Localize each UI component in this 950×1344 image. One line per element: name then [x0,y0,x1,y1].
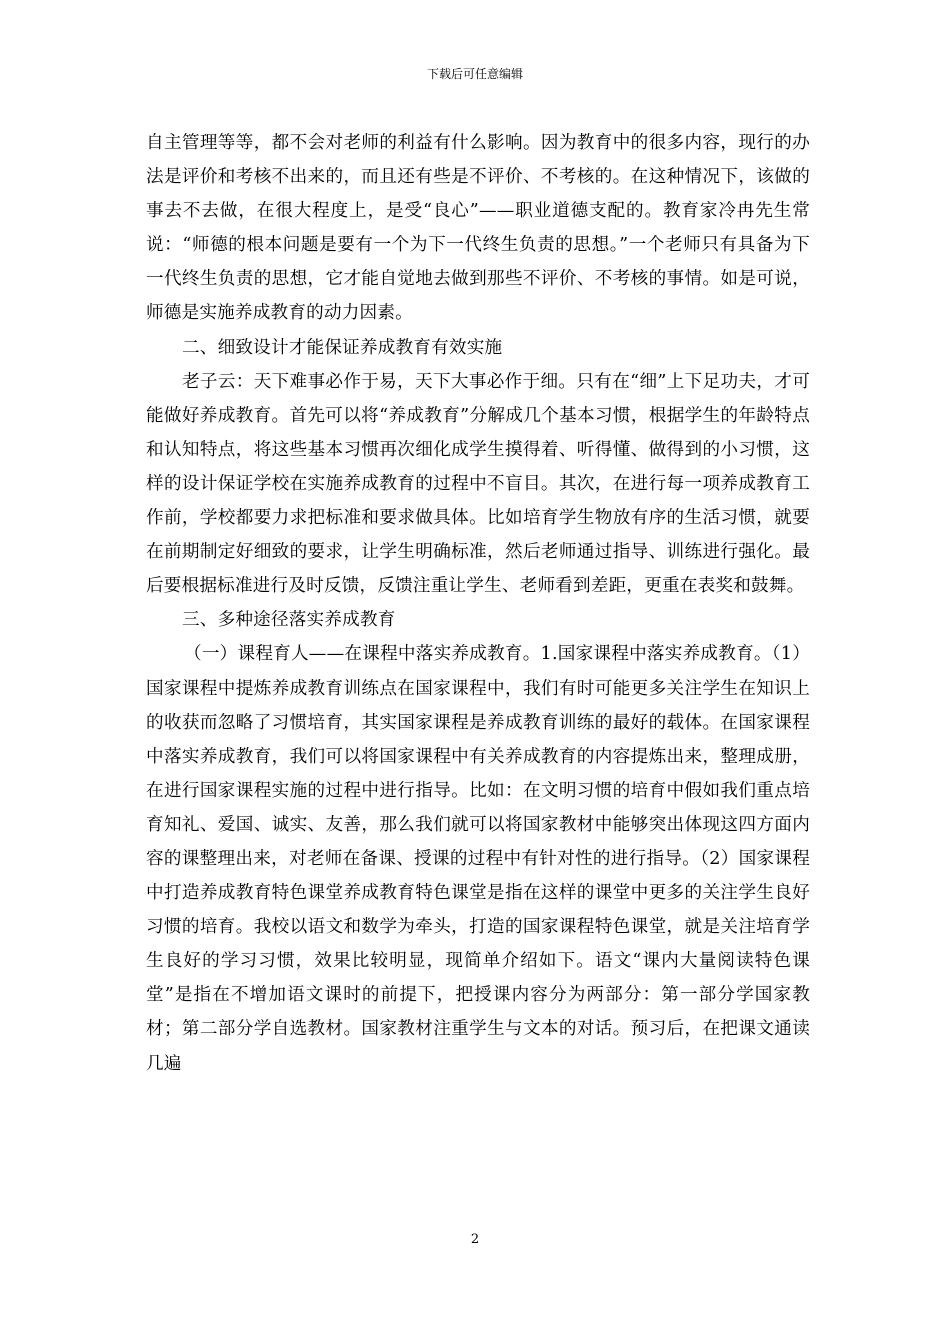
paragraph-continuation: 自主管理等等，都不会对老师的利益有什么影响。因为教育中的很多内容，现行的办法是评价和考核不出来的，而且还有些是不评价、不考核的。在这种情况下，该做的事去不去做，在很大程度上，是受“良心”——职业道德支配的。教育家冷冉先生常说：“师德的根本问题是要有一个为下一代终生负责的思想。”一个老师只有具备为下一代终生负责的思想，它才能自觉地去做到那些不评价、不考核的事情。如是可说，师德是实施养成教育的动力因素。 [146,133,810,324]
section-heading-3: 三、多种途径落实养成教育 [182,610,396,631]
page-header: 下载后可任意编辑 [426,67,523,81]
paragraph-laozi: 老子云：天下难事必作于易，天下大事必作于细。只有在“细”上下足功夫，才可能做好养成教育。首先可以将“养成教育”分解成几个基本习惯，根据学生的年龄特点和认知特点，将这些基本习惯再次细化成学生摸得着、听得懂、做得到的小习惯，这样的设计保证学校在实施养成教育的过程中不盲目。其次，在进行每一项养成教育工作前，学校都要力求把标准和要求做具体。比如培育学生物放有序的生活习惯，就要在前期制定好细致的要求，让学生明确标准，然后老师通过指导、训练进行强化。最后要根据标准进行及时反馈，反馈注重让学生、老师看到差距，更重在表奖和鼓舞。 [146,371,810,597]
document-body [146,126,810,1081]
page-number: 2 [470,1232,480,1247]
paragraph-curriculum: （一）课程育人——在课程中落实养成教育。1.国家课程中落实养成教育。（1）国家课程中提炼养成教育训练点在国家课程中，我们有时可能更多关注学生在知识上的收获而忽略了习惯培育，其实国家课程是养成教育训练的最好的载体。在国家课程中落实养成教育，我们可以将国家课程中有关养成教育的内容提炼出来，整理成册，在进行国家课程实施的过程中进行指导。比如：在文明习惯的培育中假如我们重点培育知礼、爱国、诚实、友善，那么我们就可以将国家教材中能够突出体现这四方面内容的课整理出来，对老师在备课、授课的过程中有针对性的进行指导。（2）国家课程中打造养成教育特色课堂养成教育特色课堂是指在这样的课堂中更多的关注学生良好习惯的培育。我校以语文和数学为牵头，打造的国家课程特色课堂，就是关注培育学生良好的学习习惯，效果比较明显，现简单介绍如下。语文“课内大量阅读特色课堂”是指在不增加语文课时的前提下，把授课内容分为两部分：第一部分学国家教材；第二部分学自选教材。国家教材注重学生与文本的对话。预习后，在把课文通读几遍 [146,644,810,1074]
section-heading-2: 二、细致设计才能保证养成教育有效实施 [182,337,503,358]
